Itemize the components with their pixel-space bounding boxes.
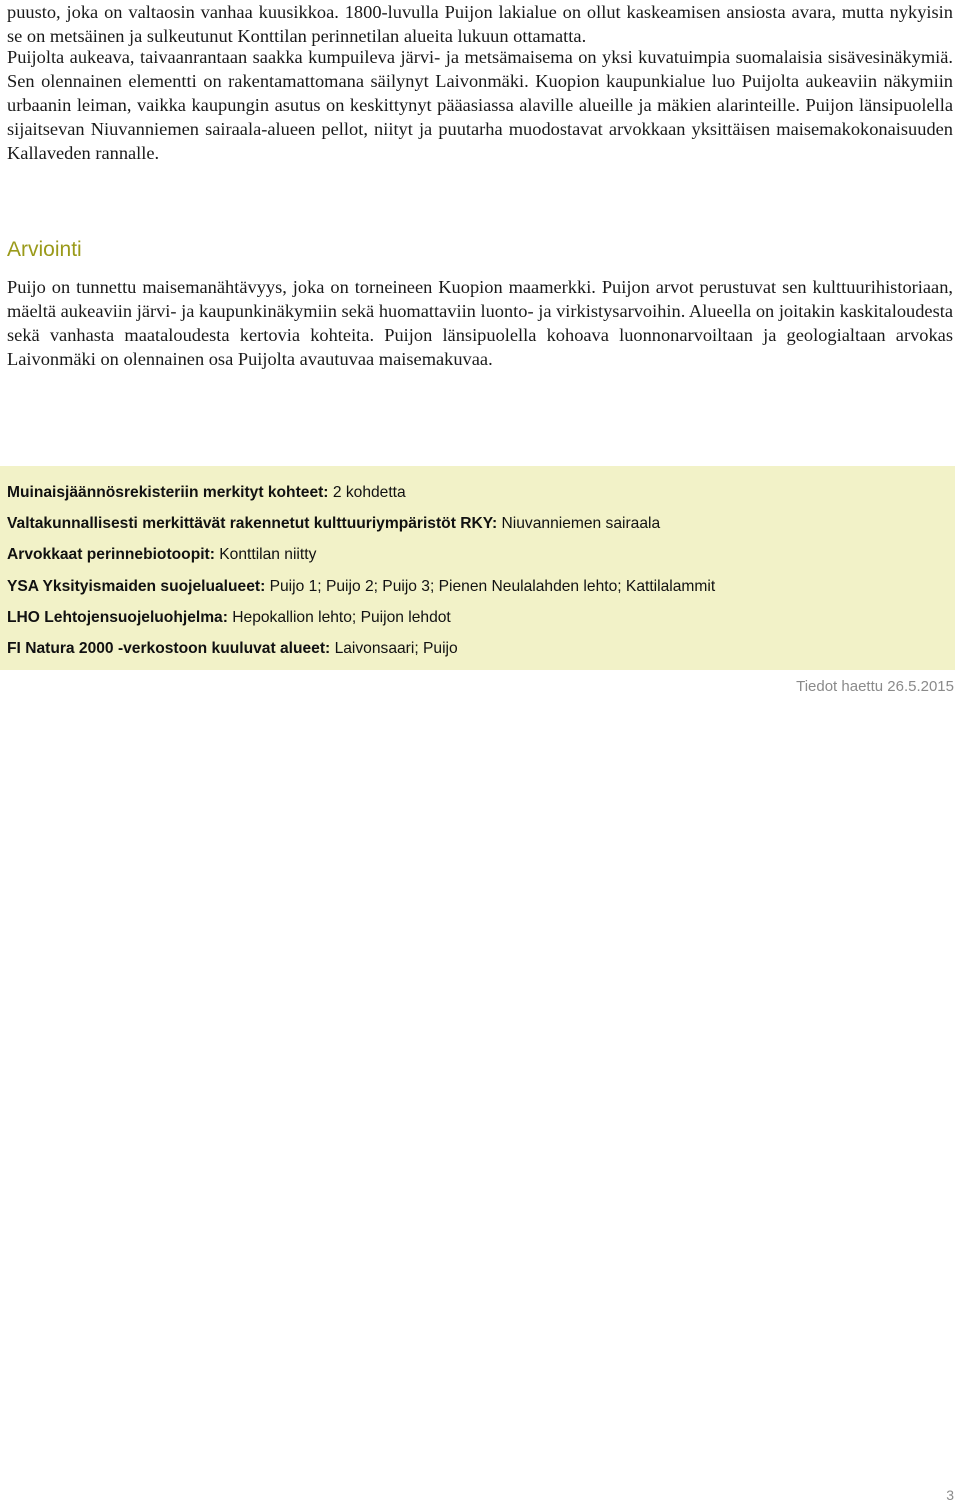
page-number: 3 (946, 1487, 954, 1503)
info-row-label: Valtakunnallisesti merkittävät rakennetut kulttuuriympäristöt RKY: (7, 515, 498, 532)
info-row-value: Puijo 1; Puijo 2; Puijo 3; Pienen Neulalahden lehto; Kattilalammit (269, 578, 716, 595)
info-row-label: LHO Lehtojensuojeluohjelma: (7, 609, 228, 626)
section-heading-arviointi: Arviointi (7, 238, 82, 261)
info-row-muinaisjaannos (7, 483, 406, 503)
info-row-value: 2 kohdetta (332, 484, 406, 501)
info-row-natura (7, 639, 458, 659)
protected-sites-info-box (0, 466, 955, 670)
info-row-value: Hepokallion lehto; Puijon lehdot (232, 609, 451, 626)
assessment-paragraph: Puijo on tunnettu maisemanähtävyys, joka on torneineen Kuopion maamerkki. Puijon arvot perustuvat sen kulttuurihistoriaan, mäeltä aukeaviin järvi- ja kaupunkinäkymiin sekä huomattaviin luonto- ja virkistysarvoihin. Alueella on joitakin kaskitaloudesta sekä vanhasta maataloudesta kertovia kohteita. Puijon länsipuolella kohoava luonnonarvoiltaan ja geologialtaan arvokas Laivonmäki on olennainen osa Puijolta avautuvaa maisemakuvaa. (7, 277, 953, 369)
info-row-label: Arvokkaat perinnebiotoopit: (7, 546, 215, 563)
info-row-rky (7, 514, 660, 534)
info-row-label: YSA Yksityismaiden suojelualueet: (7, 578, 266, 595)
info-row-label: Muinaisjäännösrekisteriin merkityt kohteet: (7, 484, 329, 501)
body-paragraph-1: puusto, joka on valtaosin vanhaa kuusikkoa. 1800-luvulla Puijon lakialue on ollut kaskeamisen ansiosta avara, mutta nykyisin se on metsäinen ja sulkeutunut Konttilan perinnetilan alueita lukuun ottamatta. (7, 2, 953, 46)
body-paragraph-2: Puijolta aukeava, taivaanrantaan saakka kumpuileva järvi- ja metsämaisema on yksi kuvatuimpia suomalaisia sisävesinäkymiä. Sen olennainen elementti on rakentamattomana säilynyt Laivonmäki. Kuopion kaupunkialue luo Puijolta aukeaviin näkymiin urbaanin leiman, vaikka kaupungin asutus on keskittynyt pääasiassa alaville alueille ja mäkien alarinteille. Puijon länsipuolella sijaitsevan Niuvanniemen sairaala-alueen pellot, niityt ja puutarha muodostavat arvokkaan yksittäisen maisemakokonaisuuden Kallaveden rannalle. (7, 47, 953, 163)
info-row-value: Niuvanniemen sairaala (501, 515, 661, 532)
info-row-value: Konttilan niitty (219, 546, 317, 563)
data-retrieved-date: Tiedot haettu 26.5.2015 (796, 678, 954, 695)
info-row-label: FI Natura 2000 -verkostoon kuuluvat alueet: (7, 640, 331, 657)
info-row-perinnebiotoopit (7, 545, 316, 565)
info-row-ysa (7, 577, 715, 597)
info-row-lho (7, 608, 451, 628)
info-row-value: Laivonsaari; Puijo (334, 640, 458, 657)
